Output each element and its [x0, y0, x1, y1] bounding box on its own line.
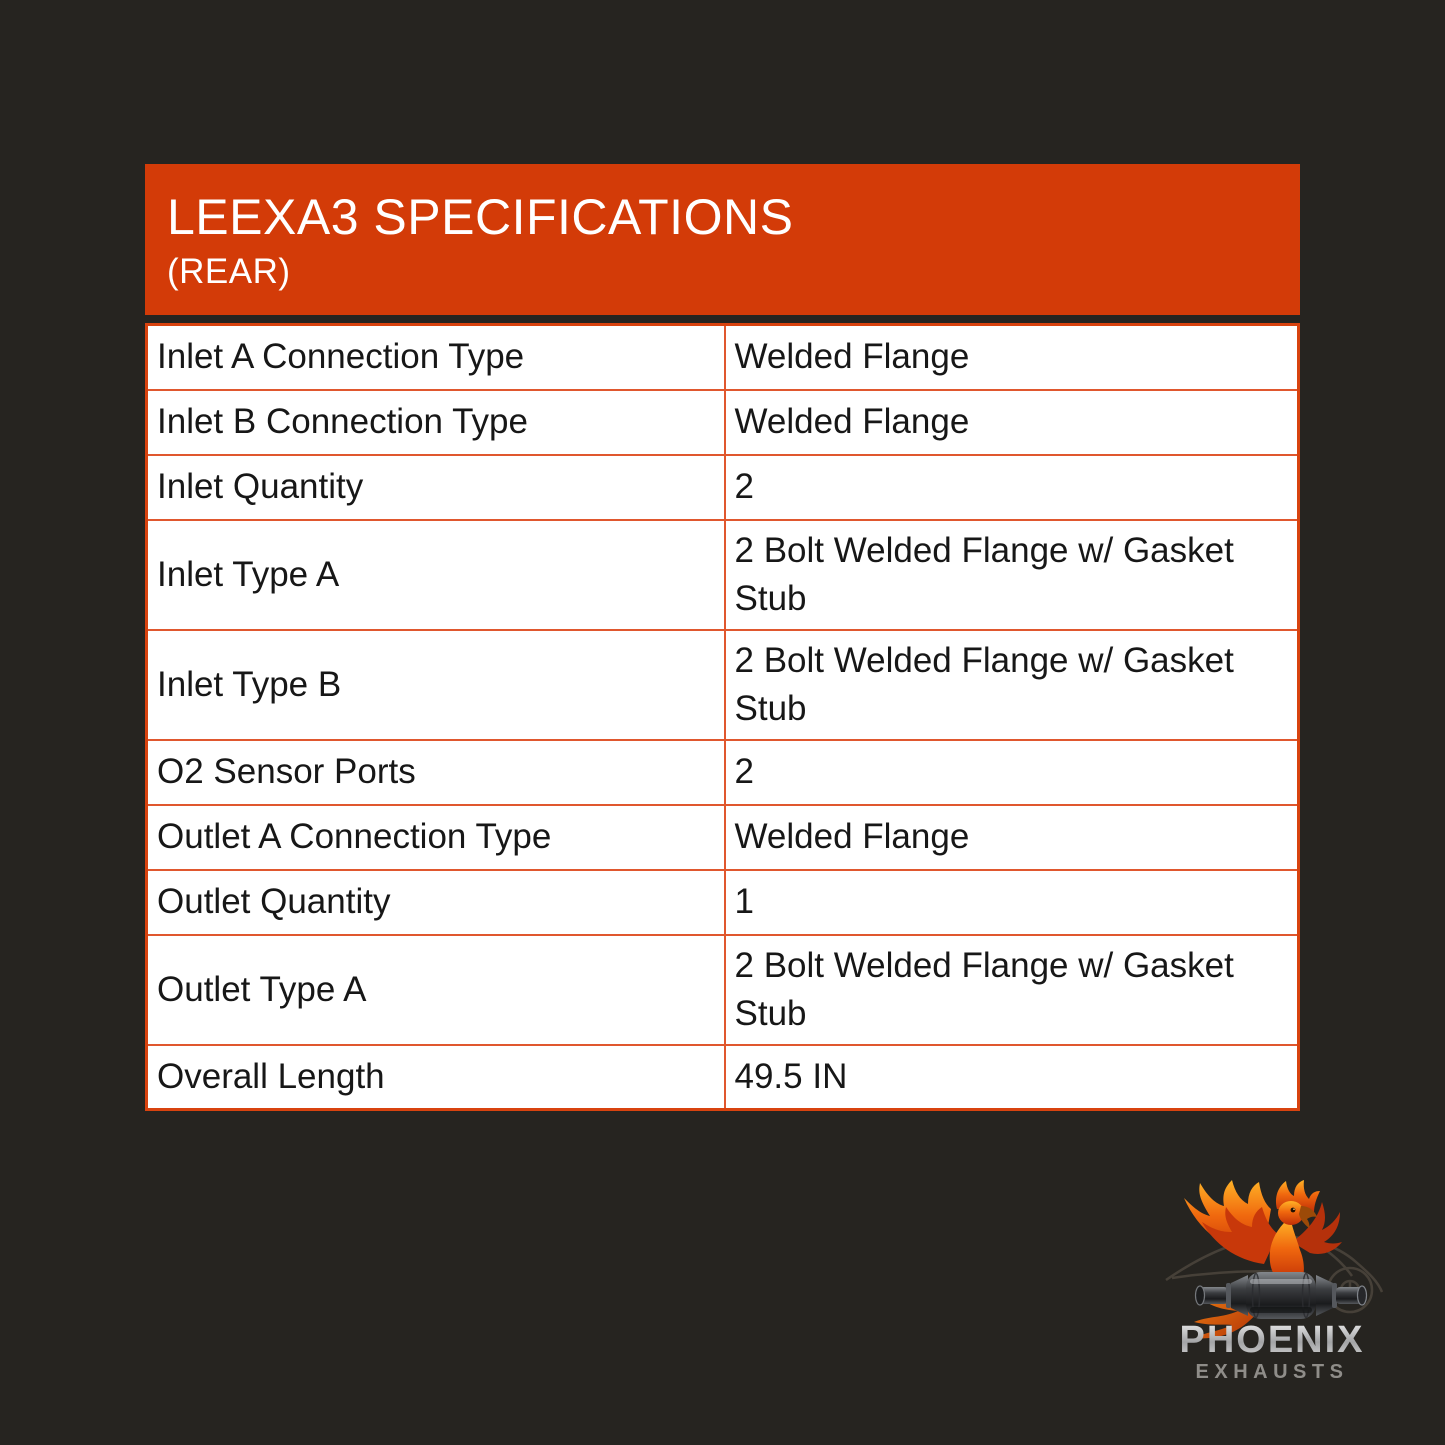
spec-label-cell: Inlet B Connection Type [147, 390, 725, 455]
spec-value-cell: 2 [725, 740, 1299, 805]
spec-value-cell: 1 [725, 870, 1299, 935]
spec-label-cell: Overall Length [147, 1045, 725, 1110]
muffler-icon [1196, 1272, 1367, 1319]
spec-label-cell: Inlet Type B [147, 630, 725, 740]
table-row [147, 740, 1299, 805]
spec-label-cell: O2 Sensor Ports [147, 740, 725, 805]
spec-label-cell: Inlet Quantity [147, 455, 725, 520]
spec-value-cell: Welded Flange [725, 805, 1299, 870]
table-row [147, 390, 1299, 455]
spec-value-cell: Welded Flange [725, 325, 1299, 390]
spec-label-cell: Inlet Type A [147, 520, 725, 630]
table-row [147, 455, 1299, 520]
spec-value-cell: 2 Bolt Welded Flange w/ Gasket Stub [725, 935, 1299, 1045]
page-subtitle: (REAR) [167, 252, 291, 291]
spec-value-cell: 2 Bolt Welded Flange w/ Gasket Stub [725, 520, 1299, 630]
logo-tagline-text: EXHAUSTS [1195, 1361, 1349, 1383]
table-row [147, 870, 1299, 935]
spec-value-cell: 2 [725, 455, 1299, 520]
page-title: LEEXA3 SPECIFICATIONS [167, 189, 794, 245]
header-banner [145, 164, 1300, 315]
logo-brand-text: PHOENIX [1179, 1319, 1365, 1361]
table-row [147, 805, 1299, 870]
spec-label-cell: Outlet Type A [147, 935, 725, 1045]
table-row [147, 520, 1299, 630]
spec-label-cell: Inlet A Connection Type [147, 325, 725, 390]
spec-table [145, 323, 1300, 1111]
table-row [147, 325, 1299, 390]
spec-value-cell: Welded Flange [725, 390, 1299, 455]
spec-label-cell: Outlet A Connection Type [147, 805, 725, 870]
table-row [147, 1045, 1299, 1110]
spec-value-cell: 2 Bolt Welded Flange w/ Gasket Stub [725, 630, 1299, 740]
table-row [147, 935, 1299, 1045]
table-row [147, 630, 1299, 740]
spec-value-cell: 49.5 IN [725, 1045, 1299, 1110]
spec-label-cell: Outlet Quantity [147, 870, 725, 935]
brand-logo [1142, 1180, 1402, 1410]
